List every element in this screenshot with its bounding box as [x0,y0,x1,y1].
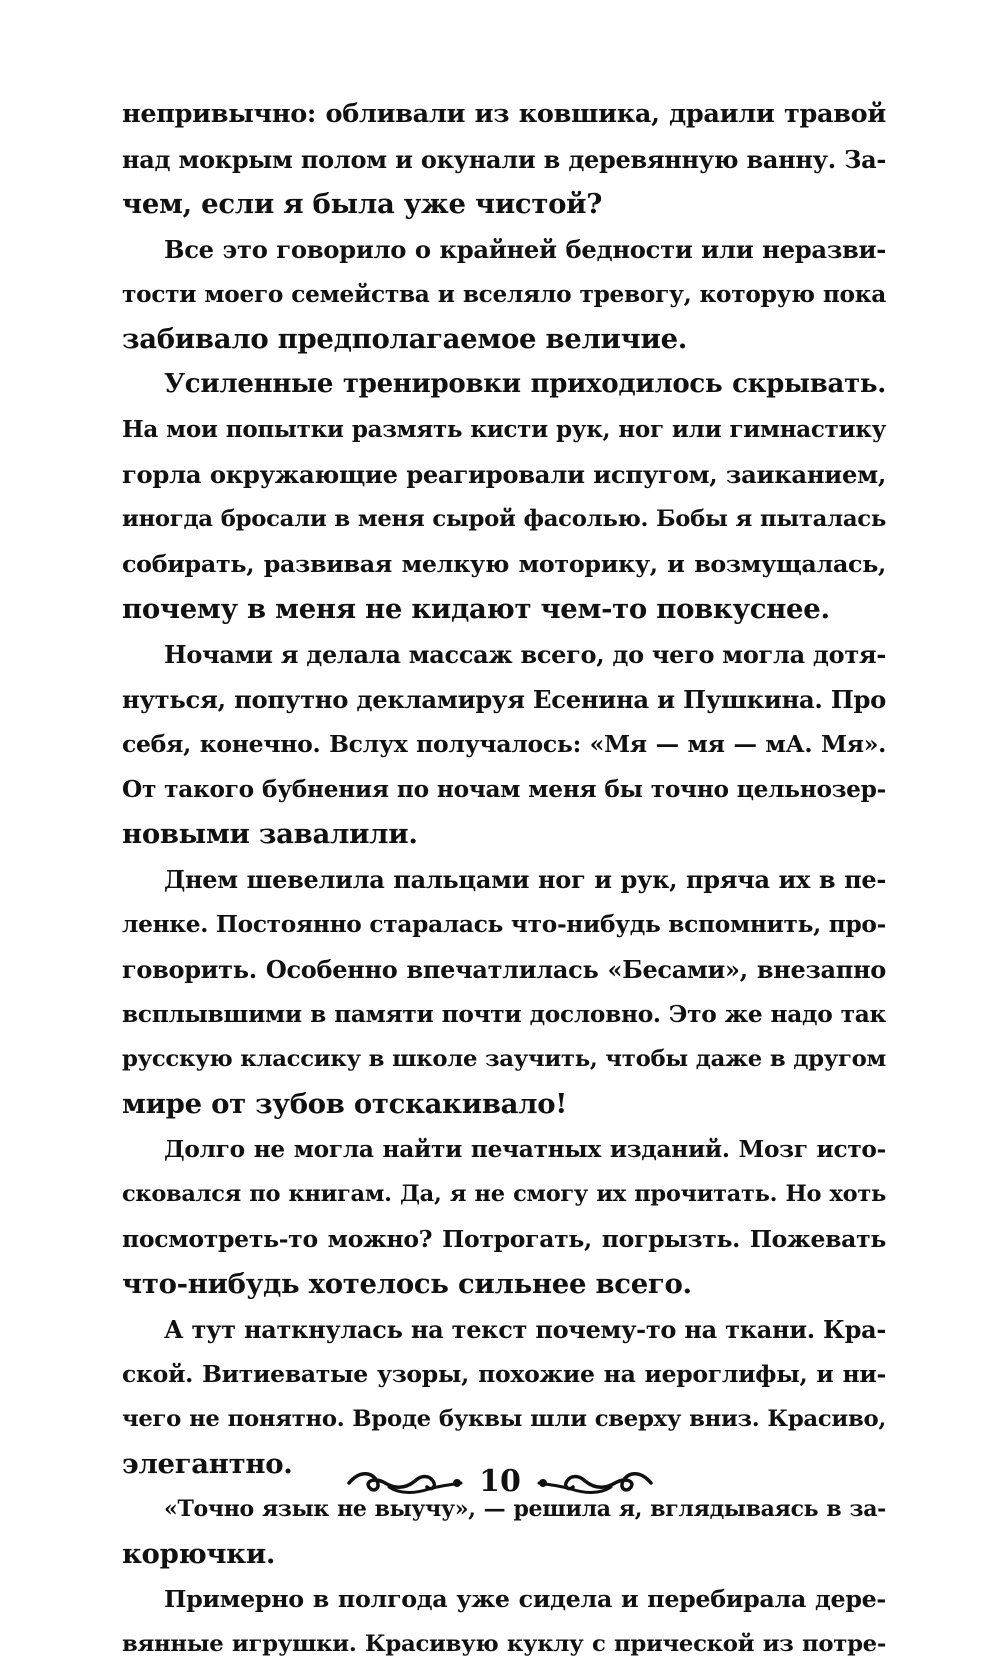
text-line: что-нибудь хотелось сильнее всего. [122,1268,692,1300]
text-line: иногда бросали в меня сырой фасолью. Бобы я пыталась [122,506,886,532]
text-line: мире от зубов отскакивало! [122,1088,568,1120]
text-line: непривычно: обливали из ковшика, драили травой [122,99,886,129]
flourish-right-icon [535,1467,655,1497]
text-line: Усиленные тренировки приходилось скрывать. [164,369,886,399]
text-line: Днем шевелила пальцами ног и рук, пряча их в пе- [164,865,886,894]
text-line: горла окружающие реагировали испугом, заиканием, [122,460,886,489]
text-line: вянные игрушки. Красивую куклу с прической из потре- [122,1631,886,1657]
text-line: элегантно. [122,1448,293,1480]
text-line: собирать, развивая мелкую моторику, и возмущалась, [122,550,886,578]
text-line: От такого бубнения по ночам меня бы точно цельнозер- [122,776,886,803]
text-line: Долго не могла найти печатных изданий. Мозг исто- [164,1136,886,1163]
text-line: ской. Витиеватые узоры, похожие на иероглифы, и ни- [122,1360,886,1388]
text-line: чем, если я была уже чистой? [122,188,603,220]
text-line: А тут наткнулась на текст почему-то на ткани. Кра- [164,1315,886,1344]
text-line: новыми завалили. [122,818,418,850]
text-line: себя, конечно. Вслух получалось: «Мя — мя — мА. Мя». [122,730,886,758]
text-line: нуться, попутно декламируя Есенина и Пушкина. Про [122,685,886,714]
flourish-left-icon [345,1467,465,1497]
text-line: корючки. [122,1538,276,1570]
text-line: над мокрым полом и окунали в деревянную ванну. За- [122,145,886,174]
text-line: Ночами я делала массаж всего, до чего могла дотя- [164,640,886,669]
text-line: «Точно язык не выучу», — решила я, вглядываясь в за- [164,1496,886,1522]
text-line: русскую классику в школе заучить, чтобы даже в другом [122,1046,886,1072]
page-body-text [122,92,886,1667]
text-line: забивало предполагаемое величие. [122,323,688,355]
text-line: чего не понятно. Вроде буквы шли сверху вниз. Красиво, [122,1406,886,1432]
text-line: сковался по книгам. Да, я не смогу их прочитать. Но хоть [122,1181,886,1207]
text-line: На мои попытки размять кисти рук, ног или гимнастику [122,416,886,443]
text-line: говорить. Особенно впечатлилась «Бесами», внезапно [122,955,886,984]
page-number: 10 [479,1464,521,1499]
text-line: Все это говорило о крайней бедности или неразви- [164,235,886,264]
text-line: почему в меня не кидают чем-то повкуснее. [122,593,830,625]
text-line: ленке. Постоянно старалась что-нибудь вспомнить, про- [122,911,886,938]
text-line: всплывшими в памяти почти дословно. Это же надо так [122,1001,886,1028]
text-line: Примерно в полгода уже сидела и перебирала дере- [164,1585,886,1613]
text-line: посмотреть-то можно? Потрогать, погрызть. Пожевать [122,1225,886,1253]
text-line: тости моего семейства и вселяло тревогу, которую пока [122,281,886,308]
page-footer [0,1462,1000,1502]
